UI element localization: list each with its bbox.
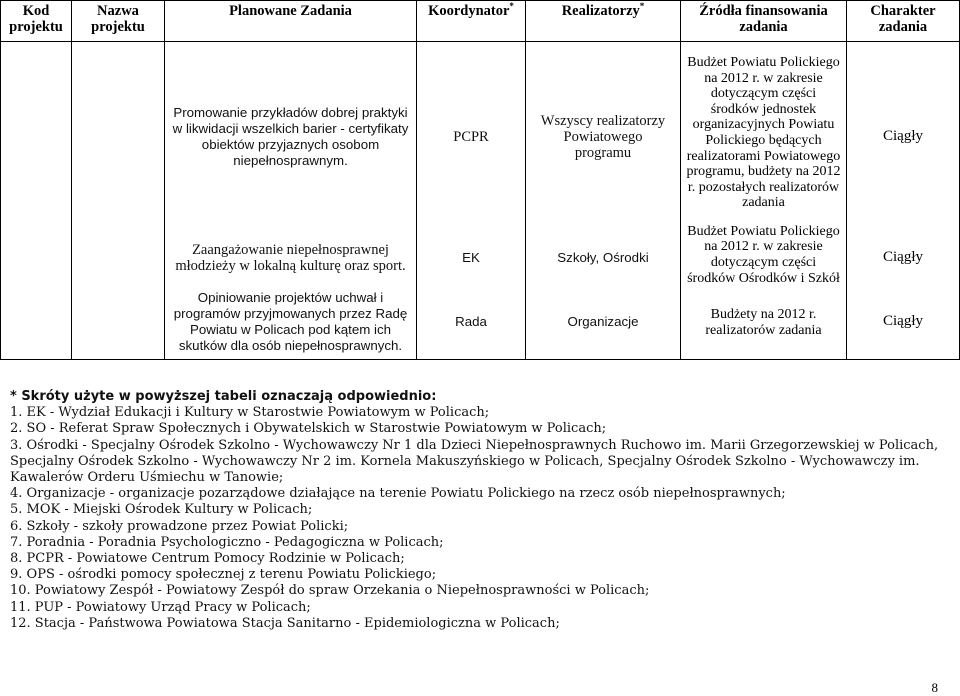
header-koordynator-label: Koordynator: [428, 3, 510, 19]
note-item: 1. EK - Wydział Edukacji i Kultury w Starostwie Powiatowym w Policach;: [10, 405, 490, 421]
header-kod: Kod projektu: [1, 1, 72, 42]
task-text: Zaangażowanie niepełnosprawnej młodzieży w lokalną kulturę oraz sport.: [175, 242, 406, 274]
task-block: [165, 42, 416, 232]
header-zadania: Planowane Zadania: [165, 1, 417, 42]
task-character: Ciągły: [883, 249, 923, 266]
task-character: Ciągły: [883, 128, 923, 145]
note-item: 10. Powiatowy Zespół - Powiatowy Zespół do spraw Orzekania o Niepełnosprawności w Policach;: [10, 583, 650, 599]
header-realizatorzy: [526, 1, 681, 42]
note-item: 7. Poradnia - Poradnia Psychologiczno - Pedagogiczna w Policach;: [10, 534, 444, 550]
notes-title: * Skróty użyte w powyższej tabeli oznaczają odpowiednio:: [10, 389, 437, 404]
implementer: Wszyscy realizatorzy Powiatowego programu: [540, 113, 666, 161]
note-item: 5. MOK - Miejski Ośrodek Kultury w Policach;: [10, 502, 313, 518]
implementer: Szkoły, Ośrodki: [557, 250, 649, 265]
footnote-marker: *: [639, 1, 645, 12]
note-item: 3. Ośrodki - Specjalny Ośrodek Szkolno - Wychowawczy Nr 1 dla Dzieci Niepełnosprawnych Ruchowo im. Marii Grzegorzewskiej w Policach, Specjalny Ośrodek Szkolno - Wychowawczy Nr 2 im. Kornela Makuszyńskiego w Policach, Specjalny Ośrodek Szkolno - Wychowawczy im. Kawalerów Orderu Uśmiechu w Tanowie;: [10, 437, 939, 486]
task-text: Opiniowanie projektów uchwał i programów przyjmowanych przez Radę Powiatu w Policach pod kątem ich skutków dla osób niepełnosprawnych.: [173, 289, 408, 353]
coordinator: PCPR: [453, 129, 489, 145]
note-item: 9. OPS - ośrodki pomocy społecznej z terenu Powiatu Polickiego;: [10, 567, 437, 583]
page-number: 8: [931, 680, 938, 695]
abbreviations-notes: [10, 389, 955, 632]
note-item: 4. Organizacje - organizacje pozarządowe działające na terenie Powiatu Polickiego na rzecz osób niepełnosprawnych;: [10, 486, 786, 502]
note-item: 6. Szkoły - szkoły prowadzone przez Powiat Policki;: [10, 518, 349, 534]
implementer: Organizacje: [567, 313, 639, 329]
header-charakter: Charakter zadania: [847, 1, 960, 42]
header-realizatorzy-label: Realizatorzy: [561, 3, 640, 19]
note-item: 11. PUP - Powiatowy Urząd Pracy w Policach;: [10, 599, 311, 615]
note-item: 12. Stacja - Państwowa Powiatowa Stacja Sanitarno - Epidemiologiczna w Policach;: [10, 615, 560, 631]
table-header-row: [1, 1, 960, 42]
task-text: Promowanie przykładów dobrej praktyki w likwidacji wszelkich barier - certyfikaty obiektów przyjaznych osobom niepełnosprawnym.: [172, 105, 409, 168]
footnote-marker: *: [509, 1, 514, 12]
funding-source: Budżety na 2012 r. realizatorów zadania: [705, 306, 822, 338]
cell-implementers: [526, 42, 681, 360]
coordinator: EK: [462, 250, 480, 265]
coordinator: Rada: [455, 313, 487, 329]
note-item: 2. SO - Referat Spraw Społecznych i Obywatelskich w Starostwie Powiatowym w Policach;: [10, 421, 607, 437]
cell-kod: [1, 42, 72, 360]
table-row: [1, 42, 960, 360]
cell-character: [847, 42, 960, 360]
funding-source: Budżet Powiatu Polickiego na 2012 r. w zakresie dotyczącym części środków Ośrodków i Szkół: [687, 223, 840, 286]
task-block: [165, 232, 416, 284]
cell-coordinators: [417, 42, 526, 360]
header-nazwa: Nazwa projektu: [72, 1, 165, 42]
cell-funding: [681, 42, 847, 360]
cell-tasks: [165, 42, 417, 360]
task-character: Ciągły: [883, 312, 923, 329]
cell-nazwa: [72, 42, 165, 360]
header-koordynator: [417, 1, 526, 42]
note-item: 8. PCPR - Powiatowe Centrum Pomocy Rodzinie w Policach;: [10, 551, 405, 567]
header-zrodla: Źródła finansowania zadania: [681, 1, 847, 42]
task-block: [165, 284, 416, 359]
funding-source: Budżet Powiatu Polickiego na 2012 r. w zakresie dotyczącym części środków jednostek organizacyjnych Powiatu Polickiego będących realizatorami Powiatowego programu, budżety na 2012 r. pozostałych realizatorów zadania: [686, 55, 841, 211]
